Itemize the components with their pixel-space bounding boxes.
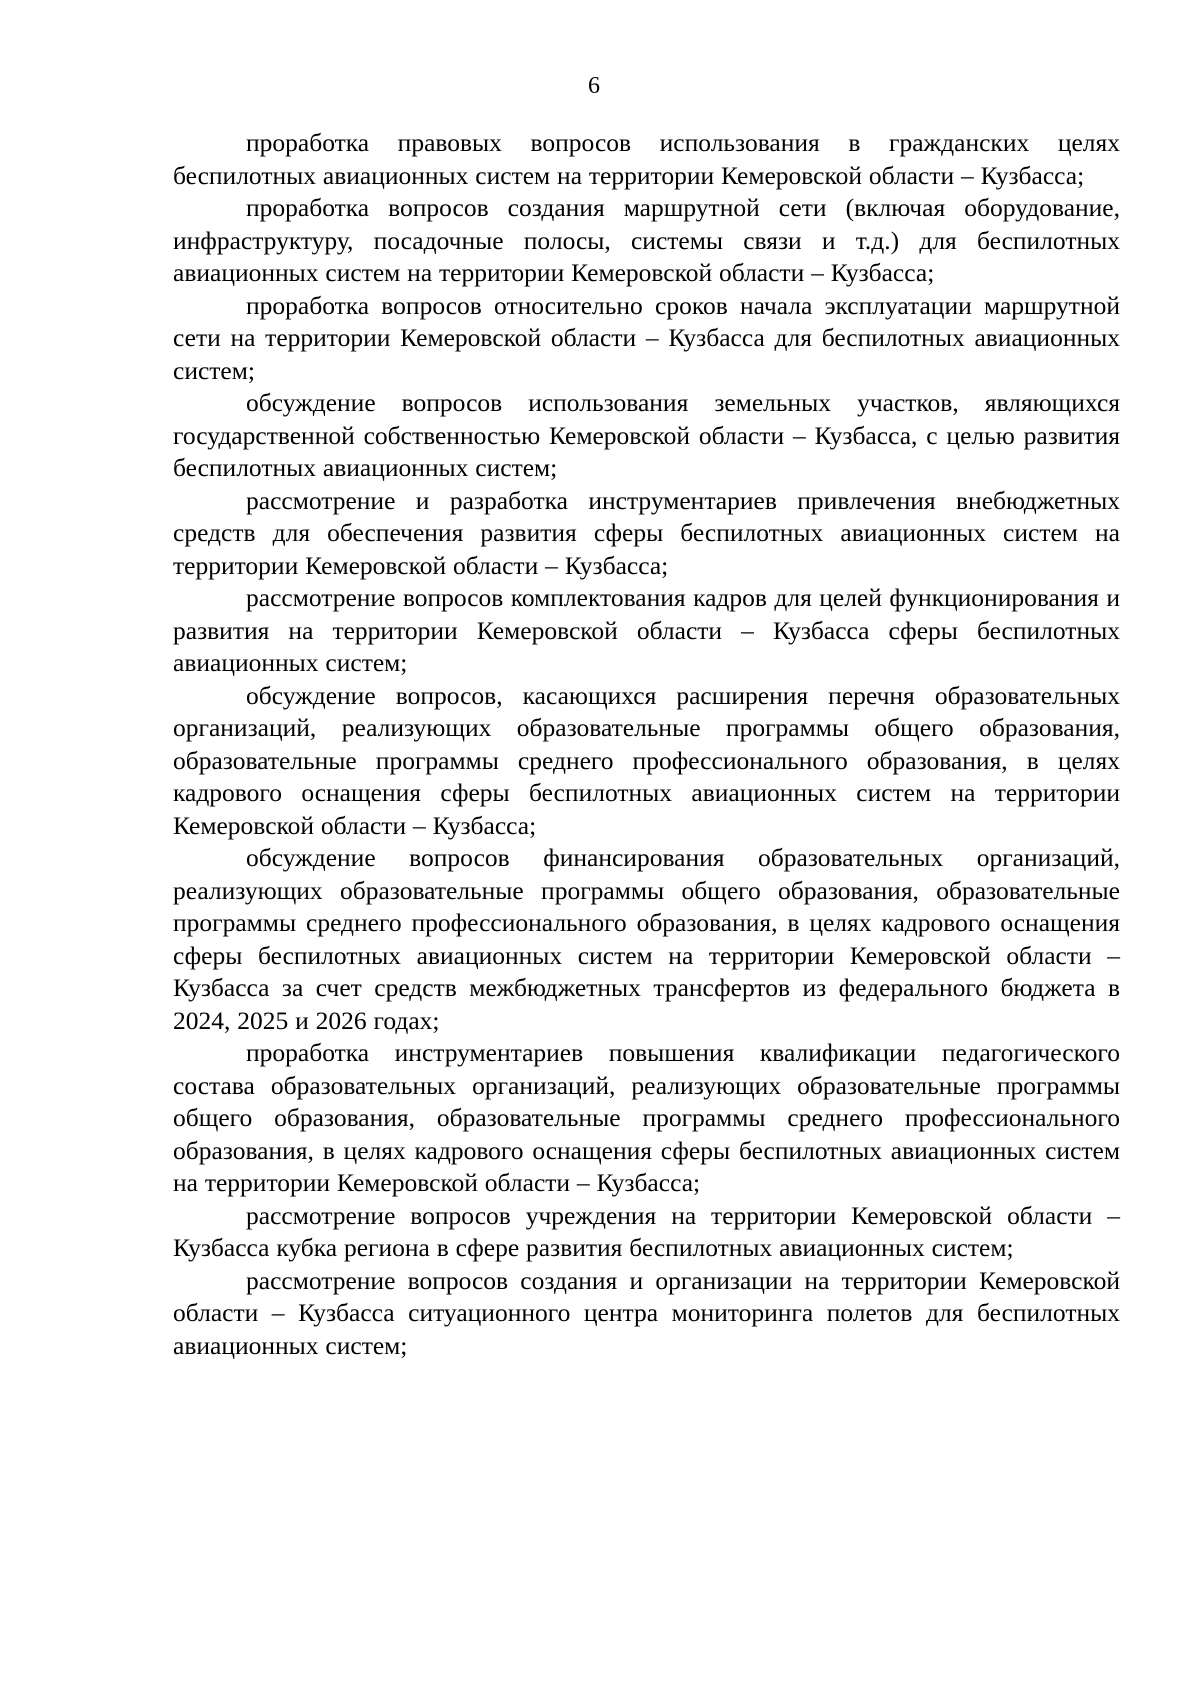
document-body (173, 127, 1120, 1362)
paragraph-situation-center: рассмотрение вопросов создания и организации на территории Кемеровской области – Кузбасса ситуационного центра мониторинга полетов для беспилотных авиационных систем; (173, 1265, 1120, 1360)
paragraph-route-network: проработка вопросов создания маршрутной сети (включая оборудование, инфраструктуру, посадочные полосы, системы связи и т.д.) для беспилотных авиационных систем на территории Кемеровской области – Кузбасса; (173, 193, 1120, 287)
paragraph-education-funding: обсуждение вопросов финансирования образовательных организаций, реализующих образовательные программы общего образования, образовательные программы среднего профессионального образования, в целях кадрового оснащения сферы беспилотных авиационных систем на территории Кемеровской области – Кузбасса за счет средств межбюджетных трансфертов из федерального бюджета в 2024, 2025 и 2026 годах; (173, 843, 1120, 1035)
paragraph-education-expansion: обсуждение вопросов, касающихся расширения перечня образовательных организаций, реализующих образовательные программы общего образования, образовательные программы среднего профессионального образования, в целях кадрового оснащения сферы беспилотных авиационных систем на территории Кемеровской области – Кузбасса; (173, 680, 1120, 840)
paragraph-land-use: обсуждение вопросов использования земельных участков, являющихся государственной собственностью Кемеровской области – Кузбасса, с целью развития беспилотных авиационных систем; (173, 388, 1120, 482)
paragraph-legal-issues: проработка правовых вопросов использования в гражданских целях беспилотных авиационных систем на территории Кемеровской области – Кузбасса; (173, 128, 1120, 190)
page-number: 6 (588, 73, 600, 99)
paragraph-regional-cup: рассмотрение вопросов учреждения на территории Кемеровской области – Кузбасса кубка региона в сфере развития беспилотных авиационных систем; (173, 1200, 1120, 1262)
paragraph-teacher-qualification: проработка инструментариев повышения квалификации педагогического состава образовательных организаций, реализующих образовательные программы общего образования, образовательные программы среднего профессионального образования, в целях кадрового оснащения сферы беспилотных авиационных систем на территории Кемеровской области – Кузбасса; (173, 1038, 1120, 1197)
paragraph-staffing: рассмотрение вопросов комплектования кадров для целей функционирования и развития на территории Кемеровской области – Кузбасса сферы беспилотных авиационных систем; (173, 583, 1120, 677)
paragraph-operation-start: проработка вопросов относительно сроков начала эксплуатации маршрутной сети на территории Кемеровской области – Кузбасса для беспилотных авиационных систем; (173, 290, 1120, 385)
paragraph-extrabudgetary-funds: рассмотрение и разработка инструментариев привлечения внебюджетных средств для обеспечения развития сферы беспилотных авиационных систем на территории Кемеровской области – Кузбасса; (173, 485, 1120, 580)
